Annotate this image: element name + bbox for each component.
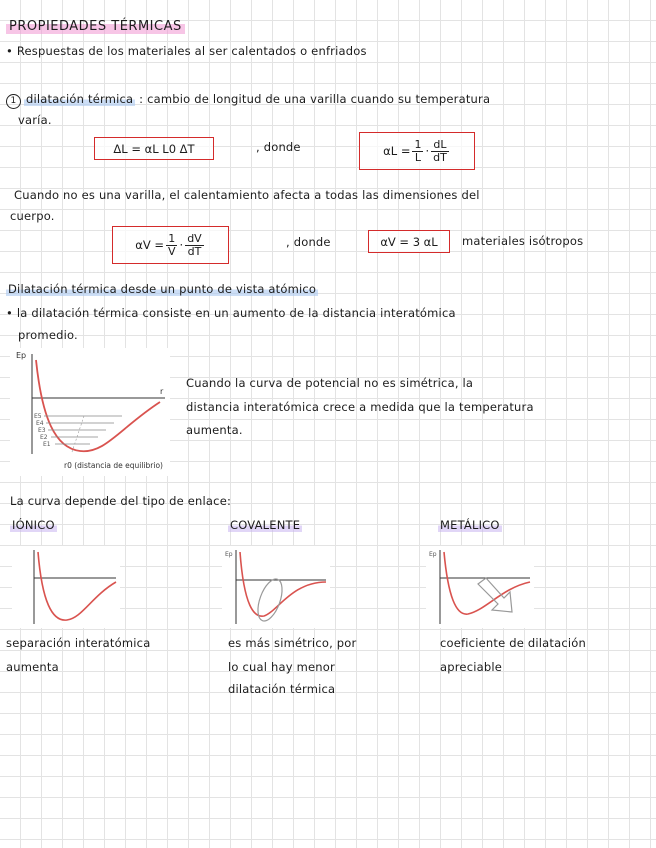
donde-label-1: , donde (256, 140, 301, 154)
ionic-graph (12, 546, 120, 628)
axis-label: Ep (429, 551, 437, 558)
level-label: E1 (43, 441, 51, 448)
section1-heading: dilatación térmica (26, 92, 134, 106)
section-number: 1 (6, 94, 21, 109)
donde-label-2: , donde (286, 235, 331, 249)
midpoint-line (72, 416, 84, 452)
axis-label: Ep (225, 551, 233, 558)
ionic-curve (38, 552, 116, 620)
metallic-curve (444, 552, 530, 614)
page-title: PROPIEDADES TÉRMICAS (6, 20, 185, 34)
graph-y-label: Ep (16, 351, 27, 360)
covalent-curve (240, 552, 326, 616)
ionic-label: IÓNICO (12, 518, 55, 532)
volumetric-text-line1: Cuando no es una varilla, el calentamiento afecta a todas las dimensiones del (14, 188, 480, 202)
level-label: E4 (36, 420, 44, 427)
section1-heading-line (6, 92, 490, 109)
volumetric-coefficient-formula: αV = $\frac{1}{V}$ · $\frac{dV}{dT}$ (112, 226, 229, 264)
intro-text: • Respuestas de los materiales al ser calentados o enfriados (6, 44, 367, 58)
level-label: E3 (38, 427, 46, 434)
section2-line2: promedio. (18, 328, 78, 342)
potential-curve (36, 360, 160, 451)
graph-x-label: r (160, 387, 164, 396)
fraction-1-over-v: $\frac{1}{V}$ (168, 231, 176, 258)
isotropic-relation: αV = 3 αL (368, 230, 450, 253)
isotropic-label: materiales isótropos (462, 234, 584, 248)
section1-definition-cont: varía. (18, 113, 52, 127)
covalent-label: COVALENTE (230, 518, 301, 532)
metallic-graph (426, 546, 534, 628)
metallic-desc-line1: coeficiente de dilatación (440, 636, 586, 650)
side-text-line1: Cuando la curva de potencial no es simétrica, la (186, 376, 474, 390)
section3-intro: La curva depende del tipo de enlace: (10, 494, 232, 508)
level-label: E2 (40, 434, 48, 441)
graph-caption: r0 (distancia de equilibrio) (64, 461, 163, 470)
side-text-line2: distancia interatómica crece a medida que la temperatura (186, 400, 534, 414)
fraction-1-over-l: $\frac{1}{L}$ (414, 137, 422, 164)
volumetric-text-line2: cuerpo. (10, 209, 55, 223)
ionic-desc-line1: separación interatómica (6, 636, 151, 650)
linear-coefficient-formula: αL = $\frac{1}{L}$ · $\frac{dL}{dT}$ (359, 132, 475, 170)
section2-line1: • la dilatación térmica consiste en un aumento de la distancia interatómica (6, 306, 456, 320)
fraction-dl-dt: $\frac{dL}{dT}$ (433, 137, 447, 164)
symmetry-ellipse (253, 576, 287, 624)
side-text-line3: aumenta. (186, 423, 243, 437)
covalent-desc-line1: es más simétrico, por (228, 636, 357, 650)
level-label: E5 (34, 413, 42, 420)
covalent-desc-line3: dilatación térmica (228, 682, 336, 696)
ionic-desc-line2: aumenta (6, 660, 59, 674)
metallic-desc-line2: apreciable (440, 660, 503, 674)
potential-energy-graph (10, 348, 170, 476)
fraction-dv-dt: $\frac{dV}{dT}$ (187, 231, 202, 258)
section2-heading: Dilatación térmica desde un punto de vista atómico (8, 282, 317, 296)
potential-curve-svg (10, 348, 170, 476)
metallic-label: METÁLICO (440, 518, 500, 532)
covalent-graph (222, 546, 330, 628)
linear-expansion-formula: ΔL = αL L0 ΔT (94, 137, 214, 160)
covalent-desc-line2: lo cual hay menor (228, 660, 335, 674)
section1-definition: : cambio de longitud de una varilla cuando su temperatura (139, 92, 491, 106)
